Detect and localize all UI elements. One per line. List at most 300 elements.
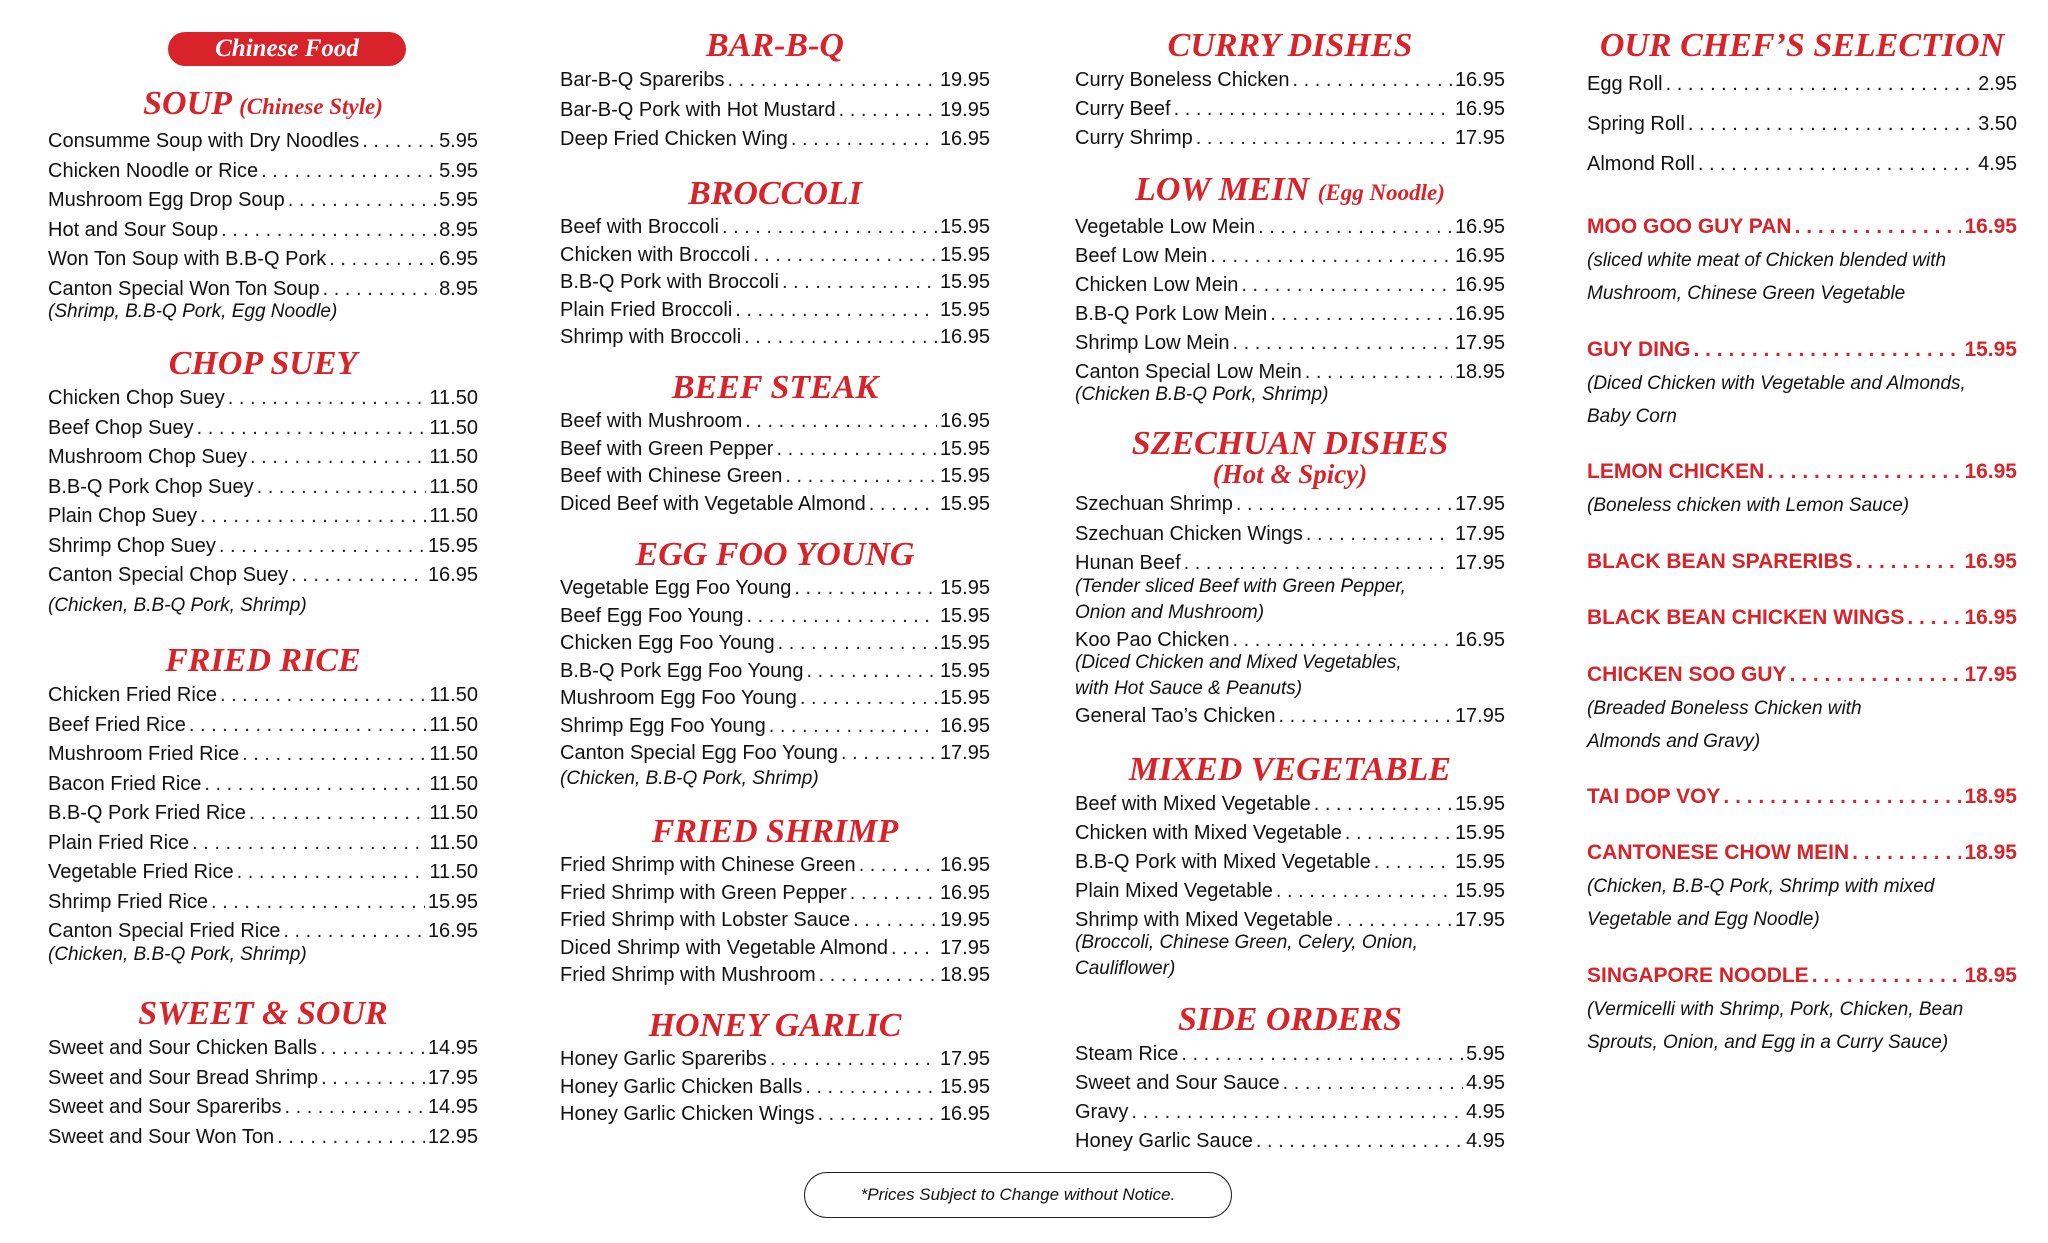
menu-item xyxy=(560,603,990,631)
item-name: Fried Shrimp with Green Pepper xyxy=(560,881,847,904)
chef-special xyxy=(1587,961,2017,1059)
leader-dots xyxy=(859,852,937,880)
menu-item xyxy=(1075,819,1505,848)
special-description: (Boneless chicken with Lemon Sauce) xyxy=(1587,495,1910,516)
item-price: 16.95 xyxy=(939,326,990,348)
leader-dots xyxy=(250,443,426,473)
item-name: Egg Roll xyxy=(1587,73,1663,95)
item-name: Plain Fried Rice xyxy=(48,831,190,854)
menu-item xyxy=(1075,300,1505,329)
item-price: 11.50 xyxy=(429,772,478,795)
leader-dots xyxy=(805,1074,937,1102)
item-name: Shrimp with Broccoli xyxy=(560,326,742,348)
menu-item xyxy=(560,269,990,297)
leader-dots xyxy=(237,858,427,888)
leader-dots xyxy=(1345,819,1452,848)
item-price: 11.50 xyxy=(429,416,478,439)
item-name: B.B-Q Pork Egg Foo Young xyxy=(560,659,804,682)
item-name: Beef Chop Suey xyxy=(48,416,194,439)
special-header xyxy=(1587,335,2017,365)
section-curry xyxy=(1075,28,1505,153)
item-name: Canton Special Won Ton Soup xyxy=(48,277,320,300)
item-name: Chicken Fried Rice xyxy=(48,684,217,706)
menu-item xyxy=(48,127,478,157)
item-name: Canton Special Egg Foo Young xyxy=(560,742,838,764)
leader-dots xyxy=(1256,1127,1463,1156)
item-name: Sweet and Sour Spareribs xyxy=(48,1096,282,1118)
item-price: 15.95 xyxy=(427,534,478,557)
item-price: 16.95 xyxy=(939,410,990,432)
menu-item xyxy=(48,858,478,888)
section-note: (Broccoli, Chinese Green, Celery, Onion, xyxy=(1075,932,1418,953)
item-price: 11.50 xyxy=(429,505,478,527)
section-fried-shrimp xyxy=(560,814,990,990)
item-price: 11.50 xyxy=(429,387,478,409)
item-name: Hot and Sour Soup xyxy=(48,218,219,241)
section-chef-selection xyxy=(1587,28,2017,184)
item-price: 16.95 xyxy=(1964,550,2017,573)
section-title: OUR CHEF’S SELECTION xyxy=(1599,27,2005,64)
leader-dots xyxy=(320,1034,425,1064)
menu-item: General Tao’s Chicken . . . 17.95 xyxy=(1075,702,1505,732)
chef-special xyxy=(1587,457,2017,522)
leader-dots xyxy=(800,685,937,713)
section-title: FRIED SHRIMP xyxy=(651,813,899,850)
leader-dots xyxy=(200,502,426,532)
item-price: 18.95 xyxy=(939,964,990,986)
leader-dots xyxy=(189,711,427,741)
leader-dots xyxy=(1698,144,1975,184)
item-price: 16.95 xyxy=(427,920,478,942)
item-price: 18.95 xyxy=(1964,785,2017,808)
leader-dots xyxy=(329,245,436,275)
menu-item: Szechuan Shrimp . . . 17.95 xyxy=(1075,490,1505,520)
menu-item xyxy=(48,1034,478,1064)
menu-item xyxy=(48,245,478,275)
leader-dots xyxy=(839,96,937,126)
special-header xyxy=(1587,603,2017,633)
leader-dots xyxy=(211,888,425,918)
leader-dots xyxy=(228,384,427,414)
item-price: 16.95 xyxy=(1454,216,1505,238)
item-name: Shrimp Fried Rice xyxy=(48,890,209,913)
item-price: 16.95 xyxy=(1454,303,1505,325)
section-title: BEEF STEAK xyxy=(671,369,879,406)
section-title: CHOP SUEY xyxy=(168,345,358,382)
item-price: 16.95 xyxy=(939,854,990,876)
special-header xyxy=(1587,782,2017,812)
leader-dots xyxy=(1374,848,1452,877)
section-szechuan xyxy=(1075,426,1505,732)
item-name: Beef Low Mein xyxy=(1075,245,1208,267)
item-price: 15.95 xyxy=(939,632,990,654)
item-price: 8.95 xyxy=(439,218,478,241)
special-description: (Breaded Boneless Chicken with xyxy=(1587,698,1862,719)
leader-dots xyxy=(1283,1069,1463,1098)
item-price: 16.95 xyxy=(939,881,990,904)
item-name: Vegetable Egg Foo Young xyxy=(560,577,792,599)
item-name: Beef with Chinese Green xyxy=(560,465,783,487)
section-note: (Chicken B.B-Q Pork, Shrimp) xyxy=(1075,384,1329,405)
item-price: 19.95 xyxy=(939,98,990,121)
item-name: Beef with Broccoli xyxy=(560,216,719,238)
item-name: Chicken with Mixed Vegetable xyxy=(1075,822,1342,844)
item-price: 14.95 xyxy=(427,1096,478,1118)
section-title: SIDE ORDERS xyxy=(1178,1001,1402,1038)
leader-dots xyxy=(745,408,937,436)
item-price: 16.95 xyxy=(1964,460,2017,483)
item-list xyxy=(560,214,990,352)
item-list xyxy=(560,1046,990,1129)
item-name: Mushroom Fried Rice xyxy=(48,743,240,765)
menu-item: Koo Pao Chicken . . . 16.95 xyxy=(1075,626,1505,656)
section-broccoli xyxy=(560,176,990,352)
item-price: 12.95 xyxy=(427,1125,478,1148)
special-description: Mushroom, Chinese Green Vegetable xyxy=(1587,283,1906,304)
leader-dots xyxy=(221,216,436,246)
section-title: SZECHUAN DISHES xyxy=(1131,425,1449,462)
item-price: 4.95 xyxy=(1466,1101,1505,1123)
item-name: Sweet and Sour Chicken Balls xyxy=(48,1037,318,1059)
section-title: BROCCOLI xyxy=(688,175,862,212)
leader-dots xyxy=(1790,660,1962,690)
item-price: 2.95 xyxy=(1978,73,2017,95)
item-name: Fried Shrimp with Mushroom xyxy=(560,964,816,986)
menu-item xyxy=(1075,124,1505,153)
item-price: 5.95 xyxy=(439,159,478,182)
item-list xyxy=(560,852,990,990)
item-price: 15.95 xyxy=(427,890,478,913)
item-price: 11.50 xyxy=(429,831,478,854)
leader-dots xyxy=(785,463,937,491)
item-price: 16.95 xyxy=(1454,245,1505,267)
leader-dots xyxy=(794,575,937,603)
section-fried-rice xyxy=(48,643,478,968)
chinese-food-badge: Chinese Food xyxy=(168,32,406,66)
leader-dots xyxy=(261,157,436,187)
item-list xyxy=(1075,213,1505,387)
menu-item xyxy=(1075,1040,1505,1069)
item-list xyxy=(1075,1040,1505,1156)
leader-dots xyxy=(1233,329,1452,358)
section-egg-foo-young xyxy=(560,537,990,792)
special-description: (Chicken, B.B-Q Pork, Shrimp with mixed xyxy=(1587,876,1935,897)
item-name: Chicken Low Mein xyxy=(1075,274,1239,296)
item-name: CANTONESE CHOW MEIN xyxy=(1587,841,1850,864)
item-price: 15.95 xyxy=(1454,793,1505,815)
item-name: Steam Rice xyxy=(1075,1043,1179,1065)
section-beef-steak xyxy=(560,370,990,518)
leader-dots xyxy=(891,935,937,963)
section-note: (Chicken, B.B-Q Pork, Shrimp) xyxy=(48,594,307,616)
menu-item xyxy=(48,384,478,414)
item-note: with Hot Sauce & Peanuts) xyxy=(1075,678,1303,699)
menu-item xyxy=(1587,104,2017,144)
leader-dots xyxy=(1276,877,1452,906)
section-note: Cauliflower) xyxy=(1075,958,1176,979)
leader-dots xyxy=(242,740,426,770)
item-name: Beef with Mixed Vegetable xyxy=(1075,793,1311,815)
leader-dots xyxy=(1258,213,1452,242)
section-low-mein xyxy=(1075,172,1505,408)
item-name: Spring Roll xyxy=(1587,113,1685,135)
menu-item xyxy=(48,1123,478,1153)
item-price: 5.95 xyxy=(439,130,478,152)
leader-dots xyxy=(818,1101,937,1129)
leader-dots xyxy=(204,770,426,800)
section-title: EGG FOO YOUNG xyxy=(635,536,915,573)
roll-list xyxy=(1587,64,2017,184)
menu-item xyxy=(1075,329,1505,358)
item-name: Deep Fried Chicken Wing xyxy=(560,128,788,150)
section-note: (Chicken, B.B-Q Pork, Shrimp) xyxy=(560,767,819,789)
special-description: (Vermicelli with Shrimp, Pork, Chicken, Bean xyxy=(1587,999,1964,1020)
menu-item xyxy=(48,829,478,859)
item-price: 15.95 xyxy=(939,243,990,266)
leader-dots xyxy=(853,907,937,935)
menu-item xyxy=(48,1093,478,1123)
item-price: 17.95 xyxy=(427,1066,478,1089)
item-name: CHICKEN SOO GUY xyxy=(1587,663,1787,686)
chef-special xyxy=(1587,212,2017,310)
leader-dots xyxy=(728,66,937,96)
leader-dots xyxy=(219,532,425,562)
menu-item xyxy=(560,740,990,768)
leader-dots xyxy=(1666,64,1975,104)
section-title: CURRY DISHES xyxy=(1167,27,1413,64)
section-title: HONEY GARLIC xyxy=(648,1007,902,1044)
section-title: FRIED RICE xyxy=(165,642,361,679)
special-header xyxy=(1587,961,2017,991)
section-note: (Chicken, B.B-Q Pork, Shrimp) xyxy=(48,943,307,965)
leader-dots xyxy=(1196,124,1452,153)
item-price: 15.95 xyxy=(1454,822,1505,844)
leader-dots xyxy=(807,658,937,686)
item-name: Sweet and Sour Bread Shrimp xyxy=(48,1066,319,1089)
chef-special xyxy=(1587,603,2017,633)
menu-item xyxy=(560,852,990,880)
section-soup xyxy=(48,86,478,325)
menu-item xyxy=(1075,1098,1505,1127)
item-list xyxy=(560,575,990,768)
item-name: B.B-Q Pork Low Mein xyxy=(1075,303,1268,325)
menu-item xyxy=(560,658,990,686)
leader-dots xyxy=(220,681,426,711)
item-name: Shrimp Low Mein xyxy=(1075,332,1230,354)
section-title: MIXED VEGETABLE xyxy=(1128,751,1452,788)
item-list xyxy=(1075,66,1505,153)
leader-dots xyxy=(735,297,937,325)
menu-item xyxy=(560,463,990,491)
item-name: Chicken Egg Foo Young xyxy=(560,632,775,654)
leader-dots xyxy=(1907,603,1961,633)
item-name: Won Ton Soup with B.B-Q Pork xyxy=(48,248,327,270)
item-name: Fried Shrimp with Lobster Sauce xyxy=(560,909,851,931)
item-name: Plain Fried Broccoli xyxy=(560,298,733,321)
menu-item xyxy=(48,414,478,444)
leader-dots xyxy=(841,740,937,768)
menu-item xyxy=(560,408,990,436)
special-header xyxy=(1587,838,2017,868)
menu-item xyxy=(560,324,990,352)
item-list xyxy=(48,127,478,304)
item-price: 15.95 xyxy=(1454,851,1505,873)
chef-special xyxy=(1587,547,2017,577)
menu-item xyxy=(48,561,478,591)
item-price: 15.95 xyxy=(939,492,990,515)
menu-item xyxy=(560,242,990,270)
leader-dots xyxy=(1812,961,1962,991)
menu-item xyxy=(1075,242,1505,271)
item-price: 15.95 xyxy=(939,216,990,238)
item-list xyxy=(1075,490,1505,732)
special-description: (Diced Chicken with Vegetable and Almonds, xyxy=(1587,373,1966,394)
leader-dots xyxy=(1241,271,1452,300)
leader-dots xyxy=(753,242,937,270)
item-name: Gravy xyxy=(1075,1101,1129,1123)
special-description: Baby Corn xyxy=(1587,406,1677,427)
section-chop-suey xyxy=(48,346,478,619)
leader-dots xyxy=(1852,838,1961,868)
section-title: LOW MEIN (Egg Noodle) xyxy=(1135,171,1445,208)
special-header xyxy=(1587,212,2017,242)
item-name: TAI DOP VOY xyxy=(1587,785,1721,808)
leader-dots xyxy=(277,1123,425,1153)
menu-item xyxy=(560,66,990,96)
item-name: Sweet and Sour Sauce xyxy=(1075,1072,1280,1094)
item-price: 17.95 xyxy=(1964,663,2017,686)
leader-dots xyxy=(722,214,937,242)
item-name: SINGAPORE NOODLE xyxy=(1587,964,1809,987)
section-title: SWEET & SOUR xyxy=(138,995,388,1032)
item-price: 5.95 xyxy=(439,189,478,211)
item-name: Canton Special Low Mein xyxy=(1075,361,1302,383)
menu-item xyxy=(48,770,478,800)
item-name: Sweet and Sour Won Ton xyxy=(48,1125,275,1148)
menu-item xyxy=(1075,213,1505,242)
item-price: 16.95 xyxy=(939,128,990,150)
item-name: Curry Beef xyxy=(1075,98,1171,120)
section-honey-garlic xyxy=(560,1008,990,1129)
item-price: 11.50 xyxy=(429,861,478,883)
chef-special xyxy=(1587,782,2017,812)
leader-dots xyxy=(1688,104,1975,144)
menu-item xyxy=(48,473,478,503)
item-list xyxy=(48,1034,478,1152)
item-name: Curry Shrimp xyxy=(1075,127,1193,149)
leader-dots xyxy=(1210,242,1452,271)
item-price: 15.95 xyxy=(939,577,990,599)
item-list xyxy=(48,681,478,947)
item-price: 17.95 xyxy=(939,936,990,959)
leader-dots xyxy=(1131,1098,1463,1127)
item-name: Beef with Green Pepper xyxy=(560,437,774,460)
item-price: 4.95 xyxy=(1466,1130,1505,1152)
item-price: 8.95 xyxy=(439,277,478,300)
leader-dots xyxy=(747,603,937,631)
leader-dots xyxy=(257,473,427,503)
menu-item xyxy=(48,888,478,918)
item-price: 11.50 xyxy=(429,446,478,468)
item-name: Plain Chop Suey xyxy=(48,505,197,527)
special-header xyxy=(1587,547,2017,577)
section-bbq xyxy=(560,28,990,155)
item-name: Plain Mixed Vegetable xyxy=(1075,880,1273,902)
section-subtitle: (Hot & Spicy) xyxy=(1212,459,1368,489)
item-name: Bar-B-Q Spareribs xyxy=(560,69,725,91)
item-name: B.B-Q Pork Fried Rice xyxy=(48,802,246,824)
item-name: BLACK BEAN SPARERIBS xyxy=(1587,550,1853,573)
special-header xyxy=(1587,457,2017,487)
menu-item xyxy=(560,880,990,908)
menu-item xyxy=(48,532,478,562)
item-name: MOO GOO GUY PAN xyxy=(1587,215,1792,238)
item-price: 11.50 xyxy=(429,802,478,824)
item-name: Mushroom Egg Foo Young xyxy=(560,687,797,709)
item-name: Shrimp Chop Suey xyxy=(48,534,216,557)
menu-item xyxy=(48,216,478,246)
special-description: Almonds and Gravy) xyxy=(1587,731,1761,752)
leader-dots xyxy=(1174,95,1452,124)
item-price: 19.95 xyxy=(939,69,990,91)
menu-item xyxy=(560,1101,990,1129)
menu-item xyxy=(1075,1127,1505,1156)
item-name: Canton Special Fried Rice xyxy=(48,920,281,942)
leader-dots xyxy=(284,1093,424,1123)
menu-item xyxy=(560,935,990,963)
item-price: 11.50 xyxy=(429,684,478,706)
item-price: 5.95 xyxy=(1466,1043,1505,1065)
leader-dots xyxy=(1795,212,1962,242)
leader-dots xyxy=(291,561,425,591)
leader-dots xyxy=(869,491,937,519)
item-price: 16.95 xyxy=(1454,98,1505,120)
item-list xyxy=(1075,790,1505,935)
leader-dots xyxy=(197,414,427,444)
item-price: 15.95 xyxy=(1454,880,1505,902)
item-name: Diced Shrimp with Vegetable Almond xyxy=(560,936,888,959)
menu-item xyxy=(560,713,990,741)
chef-special xyxy=(1587,335,2017,433)
item-price: 19.95 xyxy=(939,909,990,931)
item-note: (Diced Chicken and Mixed Vegetables, xyxy=(1075,652,1402,673)
menu-item xyxy=(560,1046,990,1074)
item-price: 15.95 xyxy=(939,298,990,321)
leader-dots xyxy=(1293,66,1452,95)
item-name: Honey Garlic Spareribs xyxy=(560,1048,767,1070)
item-name: B.B-Q Pork with Broccoli xyxy=(560,271,779,293)
item-name: GUY DING xyxy=(1587,338,1691,361)
item-name: Curry Boneless Chicken xyxy=(1075,69,1290,91)
item-name: BLACK BEAN CHICKEN WINGS xyxy=(1587,606,1905,629)
item-price: 15.95 xyxy=(939,604,990,627)
menu-item xyxy=(560,297,990,325)
item-price: 18.95 xyxy=(1964,841,2017,864)
menu-item: Hunan Beef . . . 17.95 xyxy=(1075,549,1505,579)
section-mixed-vegetable xyxy=(1075,752,1505,982)
menu-item xyxy=(1587,144,2017,184)
menu-item: Szechuan Chicken Wings . . . 17.95 xyxy=(1075,520,1505,550)
item-name: Chicken Noodle or Rice xyxy=(48,159,259,182)
menu-item xyxy=(560,214,990,242)
item-price: 3.50 xyxy=(1978,113,2017,135)
item-price: 16.95 xyxy=(1454,274,1505,296)
leader-dots xyxy=(288,186,436,216)
section-title: BAR-B-Q xyxy=(706,27,844,64)
item-price: 4.95 xyxy=(1466,1072,1505,1094)
item-price: 15.95 xyxy=(939,465,990,487)
leader-dots xyxy=(1767,457,1961,487)
